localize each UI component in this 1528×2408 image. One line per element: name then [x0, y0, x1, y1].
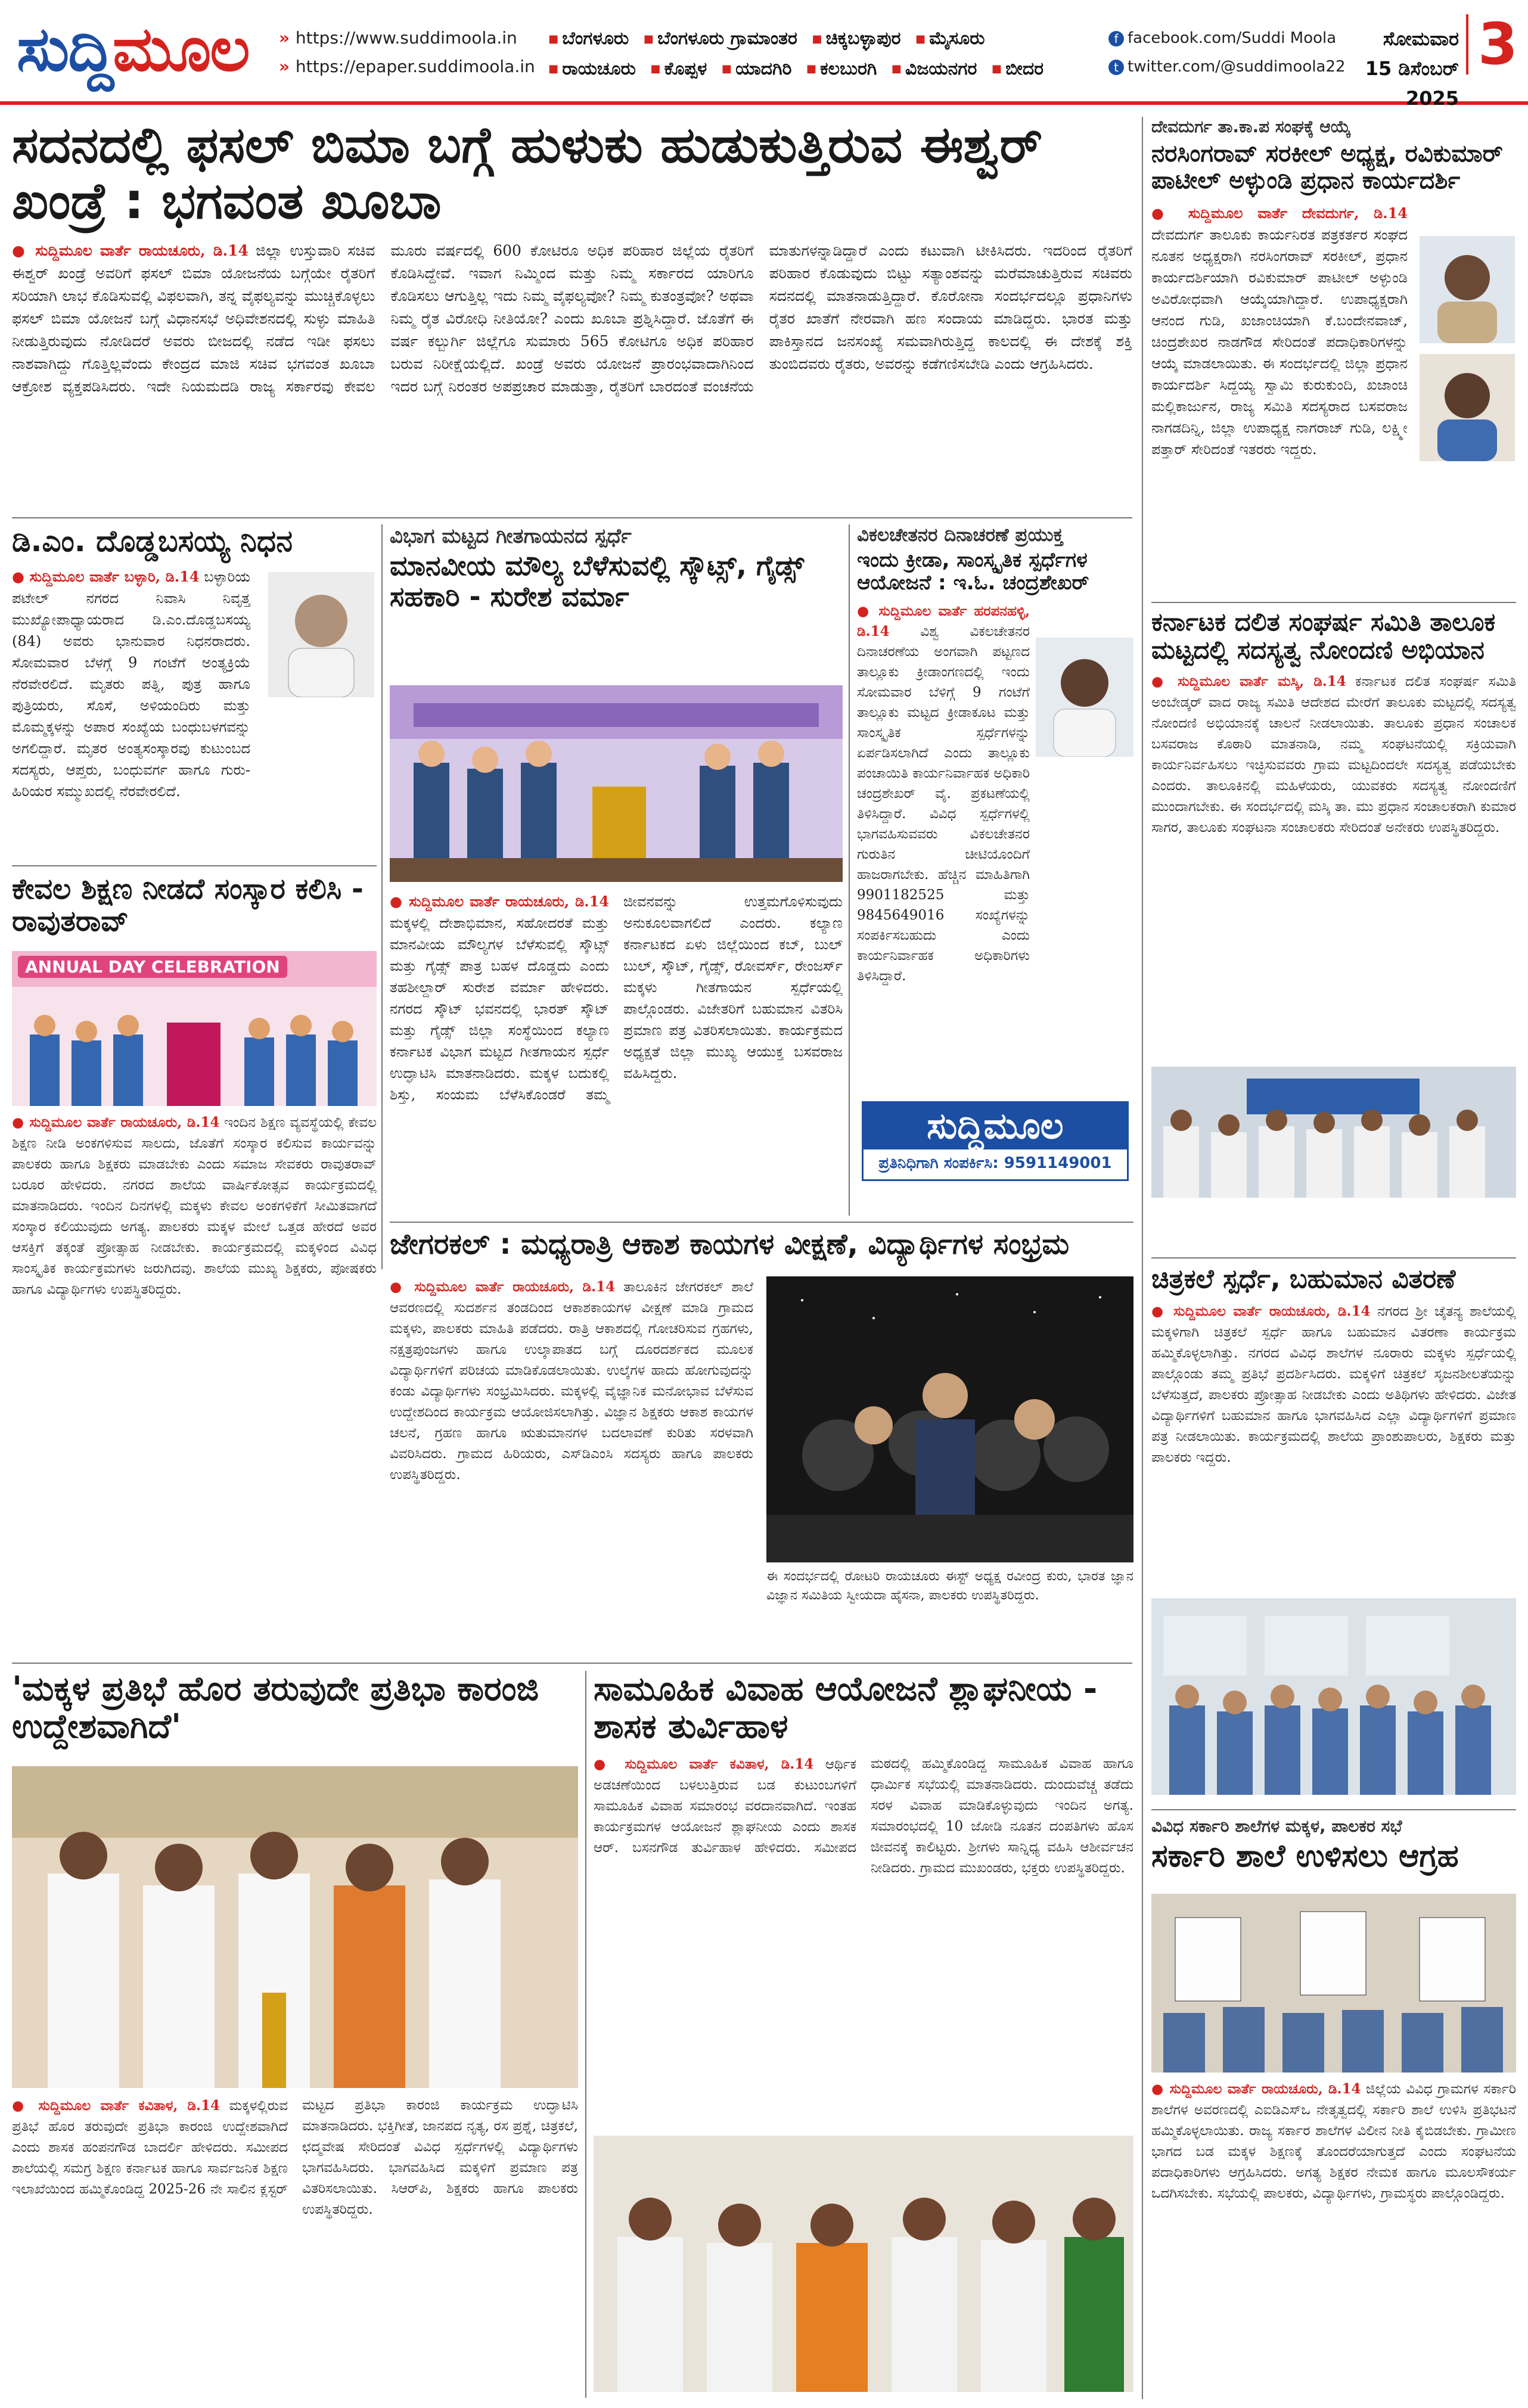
row-divider	[12, 517, 1132, 518]
astronomy-body-text: ತಾಲೂಕಿನ ಜೇಗರಕಲ್ ಶಾಲೆ ಆವರಣದಲ್ಲಿ ಸುದರ್ಶನ ತಂಡದಿಂದ ಆಕಾಶಕಾಯಗಳ ವೀಕ್ಷಣೆ ಮಾಡಿ ಗ್ರಾಮದ ಮಕ್ಕಳು, ಪಾಲಕರು ಮಾಹಿತಿ ಪಡೆದರು. ರಾತ್ರಿ ಆಕಾಶದಲ್ಲಿ ಗೋಚರಿಸುವ ಗ್ರಹಗಳು, ನಕ್ಷತ್ರಪುಂಜಗಳು ಹಾಗೂ ಉಲ್ಕಾಪಾತದ ಬಗ್ಗೆ ದೂರದರ್ಶಕದ ಮೂಲಕ ವಿದ್ಯಾರ್ಥಿಗಳಿಗೆ ಪರಿಚಯ ಮಾಡಿಕೊಡಲಾಯಿತು. ಉಲ್ಕೆಗಳ ಹಾದು ಹೋಗುವುದನ್ನು ಕಂಡು ವಿದ್ಯಾರ್ಥಿಗಳು ಸಂಭ್ರಮಿಸಿದರು. ಮಕ್ಕಳಲ್ಲಿ ವೈಜ್ಞಾನಿಕ ಮನೋಭಾವ ಬೆಳೆಸುವ ಉದ್ದೇಶದಿಂದ ಕಾರ್ಯಕ್ರಮ ಆಯೋಜಿಸಲಾಗಿತ್ತು. ವಿಜ್ಞಾನ ಶಿಕ್ಷಕರು ಆಕಾಶ ಕಾಯಗಳ ಚಲನೆ, ಗ್ರಹಣ ಹಾಗೂ ಋತುಮಾನಗಳ ಬದಲಾವಣೆ ಕುರಿತು ಸರಳವಾಗಿ ವಿವರಿಸಿದರು. ಗ್ರಾಮದ ಹಿರಿಯರು, ಎಸ್‌ಡಿಎಂಸಿ ಸದಸ್ಯರು ಹಾಗೂ ಪಾಲಕರು ಉಪಸ್ಥಿತರಿದ್ದರು.	[390, 1279, 753, 1483]
obituary-body-text: ಬಳ್ಳಾರಿಯ ಪಟೇಲ್ ನಗರದ ನಿವಾಸಿ ನಿವೃತ್ತ ಮುಖ್ಯೋಪಾಧ್ಯಾಯರಾದ ಡಿ.ಎಂ.ದೊಡ್ಡಬಸಯ್ಯ (84) ಅವರು ಭಾನುವಾರ ನಿಧನರಾದರು. ಸೋಮವಾರ ಬೆಳಗ್ಗೆ 9 ಗಂಟೆಗೆ ಅಂತ್ಯಕ್ರಿಯೆ ನೆರವೇರಲಿದೆ. ಮೃತರು ಪತ್ನಿ, ಪುತ್ರ ಹಾಗೂ ಪುತ್ರಿಯರು, ಸೊಸೆ, ಅಳಿಯಂದಿರು ಮತ್ತು ಮೊಮ್ಮಕ್ಕಳನ್ನು ಅಪಾರ ಸಂಖ್ಯೆಯ ಬಂಧುಬಳಗವನ್ನು ಅಗಲಿದ್ದಾರೆ. ಮೃತರ ಅಂತ್ಯಸಂಸ್ಕಾರವು ಕುಟುಂಬದ ಸದಸ್ಯರು, ಆಪ್ತರು, ಬಂಧುವರ್ಗ ಹಾಗೂ ಗುರು-ಹಿರಿಯರ ಸಮ್ಮುಖದಲ್ಲಿ ನೆರವೇರಲಿದೆ.	[12, 568, 250, 800]
astronomy-headline[interactable]: ಜೇಗರಕಲ್ : ಮಧ್ಯರಾತ್ರಿ ಆಕಾಶ ಕಾಯಗಳ ವೀಕ್ಷಣೆ, ವಿದ್ಯಾರ್ಥಿಗಳ ಸಂಭ್ರಮ	[390, 1229, 1070, 1261]
dalit-samiti-story	[1151, 608, 1516, 1204]
lead-body-text: ಜಿಲ್ಲಾ ಉಸ್ತುವಾರಿ ಸಚಿವ ಈಶ್ವರ್ ಖಂಡ್ರೆ ಅವರಿಗೆ ಫಸಲ್ ಬಿಮಾ ಯೋಜನೆಯ ಬಗ್ಗೆಯೇ ರೈತರಿಗೆ ಸರಿಯಾಗಿ ಲಾಭ ಕೊಡಿಸುವಲ್ಲಿ ವಿಫಲವಾಗಿ, ತನ್ನ ವೈಫಲ್ಯವನ್ನು ಮುಚ್ಚಿಕೊಳ್ಳಲು ಫಸಲ್ ಬಿಮಾ ಯೋಜನೆ ಬಗ್ಗೆ ವಿಧಾನಸಭೆ ಅಧಿವೇಶನದಲ್ಲಿ ಸುಳ್ಳು ಮಾಹಿತಿ ನೀಡುತ್ತಿರುವುದು ನೋಡಿದರೆ ಅವರು ಬೀಜದಲ್ಲಿ ನಡೆದ ಇಡೀ ಫಸಲು ನಾಶವಾಗಿದ್ದು ಗೊತ್ತಿಲ್ಲವೆಂದು ಕೇಂದ್ರದ ಮಾಜಿ ಸಚಿವ ಭಗವಂತ ಖೂಬಾ ಆಕ್ರೋಶ ವ್ಯಕ್ತಪಡಿಸಿದರು. ಇದೇ ನಿಯಮದಡಿ ರಾಜ್ಯ ಸರ್ಕಾರವು ಕೇವಲ ಮೂರು ವರ್ಷದಲ್ಲಿ 600 ಕೋಟಿರೂ ಅಧಿಕ ಪರಿಹಾರ ಜಿಲ್ಲೆಯ ರೈತರಿಗೆ ಕೊಡಿಸಿದ್ದೇವೆ. ಇವಾಗ ನಿಮ್ಮಿಂದ ಮತ್ತು ನಿಮ್ಮ ಸರ್ಕಾರದ ಯಾರಿಗೂ ಕೊಡಿಸಲು ಆಗುತ್ತಿಲ್ಲ ಇದು ನಿಮ್ಮ ವೈಫಲ್ಯವೋ? ನಿಮ್ಮ ಕುತಂತ್ರವೋ? ಅಥವಾ ನಿಮ್ಮ ರೈತ ವಿರೋಧಿ ನೀತಿಯೋ? ಎಂದು ಖೂಬಾ ಪ್ರಶ್ನಿಸಿದ್ದಾರೆ. ಜೊತೆಗೆ ಈ ವರ್ಷ ಕಲ್ಬುರ್ಗಿ ಜಿಲ್ಲೆಗೂ ಸುಮಾರು 565 ಕೋಟಿಗೂ ಅಧಿಕ ಪರಿಹಾರ ಬರುವ ನಿರೀಕ್ಷೆಯಲ್ಲಿದೆ. ಖಂಡ್ರೆ ಅವರು ಯೋಜನೆ ಪ್ರಾರಂಭವಾದಾಗಿನಿಂದ ಇದರ ಬಗ್ಗೆ ನಿರಂತರ ಅಪಪ್ರಚಾರ ಮಾಡುತ್ತಾ, ರೈತರಿಗೆ ಬಾರದಂತೆ ವಂಚನೆಯ ಮಾತುಗಳನ್ನಾಡಿದ್ದಾರೆ ಎಂದು ಕಟುವಾಗಿ ಟೀಕಿಸಿದರು. ಇದರಿಂದ ರೈತರಿಗೆ ಪರಿಹಾರ ಕೊಡುವುದು ಬಿಟ್ಟು ಸತ್ಯಾಂಶವನ್ನು ಮರೆಮಾಚುತ್ತಿರುವ ಸಚಿವರು ಸದನದಲ್ಲಿ ಮಾತನಾಡುತ್ತಿದ್ದಾರೆ. ಕೊರೋನಾ ಸಂದರ್ಭದಲ್ಲೂ ಪ್ರಧಾನಿಗಳು ರೈತರ ಖಾತೆಗೆ ನೇರವಾಗಿ ಹಣ ಸಂದಾಯ ಮಾಡಿದ್ದರು. ಭಾರತ ಮತ್ತು ಪಾಕಿಸ್ತಾನದ ಜನಸಂಖ್ಯೆ ಸಮವಾಗಿರುತ್ತಿದ್ದ ಕಾಲದಲ್ಲಿ ಈ ದೇಶಕ್ಕೆ ಶಕ್ತಿ ತುಂಬಿದವರು ರೈತರು, ಅವರನ್ನು ಕಡೆಗಣಿಸಬೇಡಿ ಎಂದು ಆಗ್ರಹಿಸಿದರು.	[12, 242, 1132, 396]
row-divider	[1151, 602, 1516, 603]
govt-school-body	[1151, 2078, 1516, 2394]
epaper-link[interactable]: » https://epaper.suddimoola.in	[279, 52, 535, 81]
twitter-icon: t	[1108, 60, 1124, 75]
representative-ad[interactable]	[862, 1101, 1129, 1181]
ad-contact-line: ಪ್ರತಿನಿಧಿಗಾಗಿ ಸಂಪರ್ಕಿಸಿ: 9591149001	[878, 1154, 1112, 1172]
astronomy-night-photo	[766, 1276, 1133, 1562]
column-divider	[381, 524, 383, 1269]
twitter-link[interactable]: t twitter.com/@suddimoola22	[1108, 52, 1346, 81]
pratibha-body	[12, 2095, 578, 2393]
edition-item[interactable]: ■ ಕಲಬುರಗಿ	[806, 58, 877, 79]
column-divider	[585, 1671, 586, 2398]
website-links	[279, 24, 535, 81]
disability-body-text: ವಿಶ್ವ ವಿಕಲಚೇತನರ ದಿನಾಚರಣೆಯ ಅಂಗವಾಗಿ ಪಟ್ಟಣದ ತಾಲ್ಲೂಕು ಕ್ರೀಡಾಂಗಣದಲ್ಲಿ ಇಂದು ಸೋಮವಾರ ಬೆಳಿಗ್ಗೆ 9 ಗಂಟೆಗೆ ತಾಲ್ಲೂಕು ಮಟ್ಟದ ಕ್ರೀಡಾಕೂಟ ಮತ್ತು ಸಾಂಸ್ಕೃತಿಕ ಸ್ಪರ್ಧೆಗಳನ್ನು ಏರ್ಪಡಿಸಲಾಗಿದೆ ಎಂದು ತಾಲ್ಲೂಕು ಪಂಚಾಯಿತಿ ಕಾರ್ಯನಿರ್ವಾಹಕ ಅಧಿಕಾರಿ ಚಂದ್ರಶೇಖರ್ ವೈ. ಪ್ರಕಟಣೆಯಲ್ಲಿ ತಿಳಿಸಿದ್ದಾರೆ. ವಿವಿಧ ಸ್ಪರ್ಧೆಗಳಲ್ಲಿ ಭಾಗವಹಿಸುವವರು ವಿಕಲಚೇತನರ ಗುರುತಿನ ಚೀಟಿಯೊಂದಿಗೆ ಹಾಜರಾಗಬೇಕು. ಹೆಚ್ಚಿನ ಮಾಹಿತಿಗಾಗಿ 9901182525 ಮತ್ತು 9845649016 ಸಂಖ್ಯೆಗಳನ್ನು ಸಂಪರ್ಕಿಸಬಹುದು ಎಂದು ಕಾರ್ಯನಿರ್ವಾಹಕ ಅಧಿಕಾರಿಗಳು ತಿಳಿಸಿದ್ದಾರೆ.	[857, 624, 1030, 984]
astronomy-caption: ಈ ಸಂದರ್ಭದಲ್ಲಿ ರೋಟರಿ ರಾಯಚೂರು ಈಸ್ಟ್ ಅಧ್ಯಕ್ಷ ರವೀಂದ್ರ ಕುರು, ಭಾರತ ಜ್ಞಾನ ವಿಜ್ಞಾನ ಸಮಿತಿಯ ಸ್ವೀಯದಾ ಹೈಸನಾ, ಪಾಲಕರು ಉಪಸ್ಥಿತರಿದ್ದರು.	[766, 1569, 1133, 1603]
pratibha-karanji-story	[12, 1671, 578, 2398]
gita-body	[390, 891, 843, 1213]
press-kicker: ದೇವದುರ್ಗ ತಾ.ಕಾ.ಪ ಸಂಘಕ್ಕೆ ಆಯ್ಕೆ	[1151, 117, 1351, 136]
disability-day-story	[857, 524, 1133, 1096]
dalit-headline[interactable]: ಕರ್ನಾಟಕ ದಲಿತ ಸಂಘರ್ಷ ಸಮಿತಿ ತಾಲೂಕ ಮಟ್ಟದಲ್ಲಿ ಸದಸ್ಯತ್ವ ನೋಂದಣಿ ಅಭಿಯಾನ	[1151, 608, 1496, 665]
marriage-body	[594, 1754, 1133, 2123]
edition-item[interactable]: ■ ಬೀದರ	[992, 58, 1043, 79]
row-divider	[1151, 1257, 1516, 1259]
edition-item[interactable]: ■ ಬೆಂಗಳೂರು	[548, 28, 629, 49]
press-association-story	[1151, 117, 1516, 594]
annual-day-banner: ANNUAL DAY CELEBRATION	[18, 956, 287, 978]
press-body	[1151, 203, 1408, 460]
issue-date-text: 15 ಡಿಸೆಂಬರ್ 2025	[1365, 57, 1459, 110]
govt-school-kicker: ವಿವಿಧ ಸರ್ಕಾರಿ ಶಾಲೆಗಳ ಮಕ್ಕಳ, ಪಾಲಕರ ಸಭೆ	[1151, 1816, 1402, 1836]
gita-body-text: ಮಕ್ಕಳಲ್ಲಿ ದೇಶಾಭಿಮಾನ, ಸಹೋದರತೆ ಮತ್ತು ಮಾನವೀಯ ಮೌಲ್ಯಗಳ ಬೆಳೆಸುವಲ್ಲಿ ಸ್ಕೌಟ್ಸ್ ಮತ್ತು ಗೈಡ್ಸ್ ಪಾತ್ರ ಬಹಳ ದೊಡ್ಡದು ಎಂದು ತಹಶೀಲ್ದಾರ್ ಸುರೇಶ ವರ್ಮಾ ಹೇಳಿದರು. ನಗರದ ಸ್ಕೌಟ್ ಭವನದಲ್ಲಿ ಭಾರತ್ ಸ್ಕೌಟ್ ಮತ್ತು ಗೈಡ್ಸ್ ಜಿಲ್ಲಾ ಸಂಸ್ಥೆಯಿಂದ ಕಲ್ಯಾಣ ಕರ್ನಾಟಕ ವಿಭಾಗ ಮಟ್ಟದ ಗೀತಗಾಯನ ಸ್ಪರ್ಧೆ ಉದ್ಘಾಟಿಸಿ ಮಾತನಾಡಿದರು. ಮಕ್ಕಳ ಬದುಕಲ್ಲಿ ಶಿಸ್ತು, ಸಂಯಮ ಬೆಳೆಸಿಕೊಂಡರೆ ತಮ್ಮ ಜೀವನವನ್ನು ಉತ್ತಮಗೊಳಿಸುವುದು ಅನುಕೂಲವಾಗಲಿದೆ ಎಂದರು. ಕಲ್ಯಾಣ ಕರ್ನಾಟಕದ ಏಳು ಜಿಲ್ಲೆಯಿಂದ ಕಬ್, ಬುಲ್ ಬುಲ್, ಸ್ಕೌಟ್, ಗೈಡ್ಸ್, ರೋವರ್ಸ್, ರೇಂಜರ್ಸ್ ಮಕ್ಕಳು ಗೀತಗಾಯನ ಸ್ಪರ್ಧೆಯಲ್ಲಿ ಪಾಲ್ಗೊಂಡರು. ವಿಜೇತರಿಗೆ ಬಹುಮಾನ ವಿತರಿಸಿ ಪ್ರಮಾಣ ಪತ್ರ ವಿತರಿಸಲಾಯಿತು. ಕಾರ್ಯಕ್ರಮದ ಅಧ್ಯಕ್ಷತೆ ಜಿಲ್ಲಾ ಮುಖ್ಯ ಆಯುಕ್ತ ಬಸವರಾಜ ವಹಿಸಿದ್ದರು.	[390, 893, 843, 1103]
dalit-body	[1151, 671, 1516, 1005]
disability-kicker: ವಿಕಲಚೇತನರ ದಿನಾಚರಣೆ ಪ್ರಯುಕ್ತ	[857, 524, 1064, 546]
pratibha-body-text: ಮಕ್ಕಳಲ್ಲಿರುವ ಪ್ರತಿಭೆ ಹೊರ ತರುವುದೇ ಪ್ರತಿಭಾ ಕಾರಂಜಿ ಉದ್ದೇಶವಾಗಿದೆ ಎಂದು ಶಾಸಕ ಹಂಪನಗೌಡ ಬಾದರ್ಲಿ ಹೇಳಿದರು. ಸಮೀಪದ ಶಾಲೆಯಲ್ಲಿ ಸಮಗ್ರ ಶಿಕ್ಷಣ ಕರ್ನಾಟಕ ಹಾಗೂ ಸಾರ್ವಜನಿಕ ಶಿಕ್ಷಣ ಇಲಾಖೆಯಿಂದ ಹಮ್ಮಿಕೊಂಡಿದ್ದ 2025-26 ನೇ ಸಾಲಿನ ಕ್ಲಸ್ಟರ್ ಮಟ್ಟದ ಪ್ರತಿಭಾ ಕಾರಂಜಿ ಕಾರ್ಯಕ್ರಮ ಉದ್ಘಾಟಿಸಿ ಮಾತನಾಡಿದರು. ಭಕ್ತಿಗೀತೆ, ಜಾನಪದ ನೃತ್ಯ, ರಸ ಪ್ರಶ್ನೆ, ಚಿತ್ರಕಲೆ, ಛದ್ಮವೇಷ ಸೇರಿದಂತೆ ವಿವಿಧ ಸ್ಪರ್ಧೆಗಳಲ್ಲಿ ವಿದ್ಯಾರ್ಥಿಗಳು ಭಾಗವಹಿಸಿದರು. ಭಾಗವಹಿಸಿದ ಮಕ್ಕಳಿಗೆ ಪ್ರಮಾಣ ಪತ್ರ ವಿತರಿಸಲಾಯಿತು. ಸಿಆರ್‌ಪಿ, ಶಿಕ್ಷಕರು ಹಾಗೂ ಪಾಲಕರು ಉಪಸ್ಥಿತರಿದ್ದರು.	[12, 2098, 578, 2217]
ad-logo: ಸುದ್ದಿಮೂಲ	[864, 1103, 1127, 1149]
annual-day-body-text: ಇಂದಿನ ಶಿಕ್ಷಣ ವ್ಯವಸ್ಥೆಯಲ್ಲಿ ಕೇವಲ ಶಿಕ್ಷಣ ನೀಡಿ ಅಂಕಗಳಿಸುವ ಸಾಲದು, ಜೊತೆಗೆ ಸಂಸ್ಕಾರ ಕಲಿಸುವ ಕಾರ್ಯವನ್ನು ಪಾಲಕರು ಹಾಗೂ ಶಿಕ್ಷಕರು ಮಾಡಬೇಕು ಎಂದು ಸಮಾಜ ಸೇವಕರು ರಾವುತರಾವ್ ಬರೂರ ಹೇಳಿದರು. ನಗರದ ಶಾಲೆಯ ವಾರ್ಷಿಕೋತ್ಸವ ಕಾರ್ಯಕ್ರಮದಲ್ಲಿ ಮಾತನಾಡಿದರು. ಇಂದಿನ ದಿನಗಳಲ್ಲಿ ಮಕ್ಕಳು ಕೇವಲ ಅಂಕಗಳಿಕೆಗೆ ಸೀಮಿತವಾಗದೆ ಸಂಸ್ಕಾರ ಕಲಿಯುವುದು ಅಗತ್ಯ. ಪಾಲಕರು ಮಕ್ಕಳ ಮೇಲೆ ಒತ್ತಡ ಹೇರದೆ ಅವರ ಆಸಕ್ತಿಗೆ ತಕ್ಕಂತೆ ಪ್ರೋತ್ಸಾಹ ನೀಡಬೇಕು. ಕಾರ್ಯಕ್ರಮದಲ್ಲಿ ಮಕ್ಕಳಿಂದ ವಿವಿಧ ಸಾಂಸ್ಕೃತಿಕ ಕಾರ್ಯಕ್ರಮಗಳು ಜರುಗಿದವು. ಶಾಲೆಯ ಮುಖ್ಯ ಶಿಕ್ಷಕರು, ಪೋಷಕರು ಹಾಗೂ ವಿದ್ಯಾರ್ಥಿಗಳು ಉಪಸ್ಥಿತರಿದ್ದರು.	[12, 1115, 377, 1297]
drawing-competition-story	[1151, 1264, 1516, 1801]
lead-story	[12, 117, 1132, 510]
govt-school-dateline: ● ಸುದ್ದಿಮೂಲ ವಾರ್ತೆ ರಾಯಚೂರು, ಡಿ.14	[1151, 2081, 1361, 2097]
mass-marriage-story	[594, 1671, 1133, 2398]
edition-item[interactable]: ■ ಮೈಸೂರು	[915, 28, 985, 49]
row-divider	[12, 865, 377, 866]
dalit-dateline: ● ಸುದ್ದಿಮೂಲ ವಾರ್ತೆ ಮಸ್ಕಿ, ಡಿ.14	[1151, 673, 1346, 689]
website-link[interactable]: » https://www.suddimoola.in	[279, 24, 535, 52]
issue-date	[1340, 24, 1459, 113]
govt-school-protest-photo	[1151, 1894, 1516, 2073]
gita-event-photo	[390, 685, 843, 882]
annual-day-body	[12, 1112, 377, 1642]
marriage-body-text: ಆರ್ಥಿಕ ಅಡಚಣೆಯಿಂದ ಬಳಲುತ್ತಿರುವ ಬಡ ಕುಟುಂಬಗಳಿಗೆ ಸಾಮೂಹಿಕ ವಿವಾಹ ಸಮಾರಂಭ ವರದಾನವಾಗಿದೆ. ಇಂತಹ ಕಾರ್ಯಕ್ರಮಗಳ ಆಯೋಜನೆ ಶ್ಲಾಘನೀಯ ಎಂದು ಶಾಸಕ ಆರ್. ಬಸನಗೌಡ ತುರ್ವಿಹಾಳ ಹೇಳಿದರು. ಸಮೀಪದ ಮಠದಲ್ಲಿ ಹಮ್ಮಿಕೊಂಡಿದ್ದ ಸಾಮೂಹಿಕ ವಿವಾಹ ಹಾಗೂ ಧಾರ್ಮಿಕ ಸಭೆಯಲ್ಲಿ ಮಾತನಾಡಿದರು. ದುಂದುವೆಚ್ಚ ತಡೆದು ಸರಳ ವಿವಾಹ ಮಾಡಿಕೊಳ್ಳುವುದು ಇಂದಿನ ಅಗತ್ಯ. ಸಮಾರಂಭದಲ್ಲಿ 10 ಜೋಡಿ ನೂತನ ದಂಪತಿಗಳು ಹೊಸ ಜೀವನಕ್ಕೆ ಕಾಲಿಟ್ಟರು. ಶ್ರೀಗಳು ಸಾನ್ನಿಧ್ಯ ವಹಿಸಿ ಆಶೀರ್ವಚನ ನೀಡಿದರು. ಗ್ರಾಮದ ಮುಖಂಡರು, ಭಕ್ತರು ಉಪಸ್ಥಿತರಿದ್ದರು.	[594, 1756, 1133, 1876]
dalit-body-text: ಕರ್ನಾಟಕ ದಲಿತ ಸಂಘರ್ಷ ಸಮಿತಿ ಅಂಬೇಡ್ಕರ್ ವಾದ ರಾಜ್ಯ ಸಮಿತಿ ಆದೇಶದ ಮೇರೆಗೆ ತಾಲೂಕು ಮಟ್ಟದಲ್ಲಿ ಸದಸ್ಯತ್ವ ನೋಂದಣಿ ಅಭಿಯಾನಕ್ಕೆ ಚಾಲನೆ ನೀಡಲಾಯಿತು. ತಾಲೂಕು ಪ್ರಧಾನ ಸಂಚಾಲಕ ಬಸವರಾಜ ಕೊಠಾರಿ ಮಾತನಾಡಿ, ನಮ್ಮ ಸಂಘಟನೆಯಲ್ಲಿ ಸಕ್ರಿಯವಾಗಿ ಕಾರ್ಯನಿರ್ವಹಿಸಲು ಇಚ್ಛಿಸುವವರು ಗ್ರಾಮ ಮಟ್ಟದಿಂದಲೇ ಸದಸ್ಯತ್ವ ಪಡೆಯಬೇಕು ಎಂದರು. ತಾಲೂಕಿನಲ್ಲಿ ಮಹಿಳೆಯರು, ಯುವಕರು ಸದಸ್ಯತ್ವ ನೋಂದಣಿಗೆ ಮುಂದಾಗಬೇಕು. ಈ ಸಂದರ್ಭದಲ್ಲಿ ಮಸ್ಕಿ ತಾ. ಮು ಪ್ರಧಾನ ಸಂಚಾಲಕರಾಗಿ ಕುಮಾರ ಸಾಗರ, ತಾಲೂಕು ಸಂಘಟನಾ ಸಂಚಾಲಕರು ಸೇರಿದಂತೆ ಅನೇಕರು ಉಪಸ್ಥಿತರಿದ್ದರು.	[1151, 674, 1516, 836]
marriage-dateline: ● ಸುದ್ದಿಮೂಲ ವಾರ್ತೆ ಕವಿತಾಳ, ಡಿ.14	[594, 1756, 813, 1772]
pratibha-event-photo	[12, 1766, 578, 2088]
edition-item[interactable]: ■ ಚಿಕ್ಕಬಳ್ಳಾಪುರ	[812, 28, 900, 49]
gita-dateline: ● ಸುದ್ದಿಮೂಲ ವಾರ್ತೆ ರಾಯಚೂರು, ಡಿ.14	[390, 893, 609, 910]
drawing-event-photo	[1151, 1598, 1516, 1795]
obituary-body	[12, 566, 250, 802]
gita-headline[interactable]: ಮಾನವೀಯ ಮೌಲ್ಯ ಬೆಳೆಸುವಲ್ಲಿ ಸ್ಕೌಟ್ಸ್, ಗೈಡ್ಸ್ ಸಹಕಾರಿ - ಸುರೇಶ ವರ್ಮಾ	[390, 549, 805, 613]
drawing-dateline: ● ಸುದ್ದಿಮೂಲ ವಾರ್ತೆ ರಾಯಚೂರು, ಡಿ.14	[1151, 1303, 1370, 1319]
disability-body	[857, 601, 1030, 986]
annual-day-headline[interactable]: ಕೇವಲ ಶಿಕ್ಷಣ ನೀಡದೆ ಸಂಸ್ಕಾರ ಕಲಿಸಿ - ರಾವುತರಾವ್	[12, 874, 364, 938]
govt-school-headline[interactable]: ಸರ್ಕಾರಿ ಶಾಲೆ ಉಳಿಸಲು ಆಗ್ರಹ	[1151, 1838, 1459, 1874]
obituary-story	[12, 524, 375, 858]
pratibha-headline[interactable]: 'ಮಕ್ಕಳ ಪ್ರತಿಭೆ ಹೊರ ತರುವುದೇ ಪ್ರತಿಭಾ ಕಾರಂಜಿ ಉದ್ದೇಶವಾಗಿದೆ'	[12, 1671, 539, 1746]
gita-story	[390, 524, 843, 1222]
press-body-text: ದೇವದುರ್ಗ ತಾಲೂಕು ಕಾರ್ಯನಿರತ ಪತ್ರಕರ್ತರ ಸಂಘದ ನೂತನ ಅಧ್ಯಕ್ಷರಾಗಿ ನರಸಿಂಗರಾವ್ ಸರಕೀಲ್, ಪ್ರಧಾನ ಕಾರ್ಯದರ್ಶಿಯಾಗಿ ರವಿಕುಮಾರ್ ಪಾಟೀಲ್ ಅಳ್ಳುಂಡಿ ಅವಿರೋಧವಾಗಿ ಆಯ್ಕೆಯಾಗಿದ್ದಾರೆ. ಉಪಾಧ್ಯಕ್ಷರಾಗಿ ಆನಂದ ಗುಡಿ, ಖಜಾಂಚಿಯಾಗಿ ಕೆ.ಬಂದೇನವಾಜ್, ಚಿಂದ್ರಶೇಖರ ನಾಡಗೌಡ ಸೇರಿದಂತೆ ಪದಾಧಿಕಾರಿಗಳನ್ನು ಆಯ್ಕೆ ಮಾಡಲಾಯಿತು. ಈ ಸಂದರ್ಭದಲ್ಲಿ ಜಿಲ್ಲಾ ಪ್ರಧಾನ ಕಾರ್ಯದರ್ಶಿ ಸಿದ್ದಯ್ಯ ಸ್ವಾಮಿ ಕುರುಕುಂದಿ, ಖಜಾಂಚಿ ಮಲ್ಲಿಕಾರ್ಜುನ, ರಾಜ್ಯ ಸಮಿತಿ ಸದಸ್ಯರಾದ ಬಸವರಾಜ ನಾಗಡದಿನ್ನಿ, ಜಿಲ್ಲಾ ಉಪಾಧ್ಯಕ್ಷ ನಾಗರಾಜ್ ಗುಡಿ, ಲಕ್ಷ್ಮೀ ಪತ್ತಾರ್ ಸೇರಿದಂತೆ ಇತರರು ಇದ್ದರು.	[1151, 226, 1408, 458]
masthead	[0, 0, 1528, 110]
edition-item[interactable]: ■ ವಿಜಯನಗರ	[892, 58, 977, 79]
drawing-headline[interactable]: ಚಿತ್ರಕಲೆ ಸ್ಪರ್ಧೆ, ಬಹುಮಾನ ವಿತರಣೆ	[1151, 1264, 1456, 1294]
annual-day-photo	[12, 951, 377, 1106]
row-divider	[12, 1663, 1132, 1664]
dalit-group-photo	[1151, 1067, 1516, 1198]
annual-day-dateline: ● ಸುದ್ದಿಮೂಲ ವಾರ್ತೆ ರಾಯಚೂರು, ಡಿ.14	[12, 1114, 219, 1130]
marriage-headline[interactable]: ಸಾಮೂಹಿಕ ವಿವಾಹ ಆಯೋಜನೆ ಶ್ಲಾಘನೀಯ - ಶಾಸಕ ತುರ್ವಿಹಾಳ	[594, 1671, 1098, 1746]
row-divider	[390, 1222, 1133, 1223]
astronomy-dateline: ● ಸುದ್ದಿಮೂಲ ವಾರ್ತೆ ರಾಯಚೂರು, ಡಿ.14	[390, 1279, 615, 1295]
astronomy-body	[390, 1276, 753, 1640]
govt-school-story	[1151, 1816, 1516, 2398]
facebook-icon: f	[1108, 31, 1124, 46]
social-links	[1108, 24, 1346, 81]
facebook-link[interactable]: f facebook.com/Suddi Moola	[1108, 24, 1346, 52]
lead-dateline: ● ಸುದ್ದಿಮೂಲ ವಾರ್ತೆ ರಾಯಚೂರು, ಡಿ.14	[12, 242, 249, 259]
obituary-dateline: ● ಸುದ್ದಿಮೂಲ ವಾರ್ತೆ ಬಳ್ಳಾರಿ, ಡಿ.14	[12, 568, 199, 585]
astronomy-story	[390, 1229, 1133, 1646]
edition-item[interactable]: ■ ರಾಯಚೂರು	[548, 58, 636, 79]
portrait-photo	[1420, 354, 1515, 461]
edition-item[interactable]: ■ ಯಾದಗಿರಿ	[722, 58, 792, 79]
gita-kicker: ವಿಭಾಗ ಮಟ್ಟದ ಗೀತಗಾಯನದ ಸ್ಪರ್ಧೆ	[390, 524, 632, 548]
portrait-photo	[1420, 236, 1515, 343]
obituary-headline[interactable]: ಡಿ.ಎಂ. ದೊಡ್ಡಬಸಯ್ಯ ನಿಧನ	[12, 524, 293, 558]
govt-school-body-text: ಜಿಲ್ಲೆಯ ವಿವಿಧ ಗ್ರಾಮಗಳ ಸರ್ಕಾರಿ ಶಾಲೆಗಳ ಅವರಣದಲ್ಲಿ ಎಐಡಿಎಸ್‌ಒ ನೇತೃತ್ವದಲ್ಲಿ ಸರ್ಕಾರಿ ಶಾಲೆ ಉಳಿಸಿ ಪ್ರತಿಭಟನೆ ಹಮ್ಮಿಕೊಳ್ಳಲಾಯಿತು. ರಾಜ್ಯ ಸರ್ಕಾರ ಶಾಲೆಗಳ ವಿಲೀನ ನೀತಿ ಕೈಬಿಡಬೇಕು. ಗ್ರಾಮೀಣ ಭಾಗದ ಬಡ ಮಕ್ಕಳ ಶಿಕ್ಷಣಕ್ಕೆ ತೊಂದರೆಯಾಗುತ್ತದೆ ಎಂದು ಸಂಘಟನೆಯ ಪದಾಧಿಕಾರಿಗಳು ಆಗ್ರಹಿಸಿದರು. ಅಗತ್ಯ ಶಿಕ್ಷಕರ ನೇಮಕ ಹಾಗೂ ಮೂಲಸೌಕರ್ಯ ಒದಗಿಸಬೇಕು. ಸಭೆಯಲ್ಲಿ ಪಾಲಕರು, ವಿದ್ಯಾರ್ಥಿಗಳು, ಗ್ರಾಮಸ್ಥರು ಪಾಲ್ಗೊಂಡಿದ್ದರು.	[1151, 2081, 1516, 2201]
press-dateline: ● ಸುದ್ದಿಮೂಲ ವಾರ್ತೆ ದೇವದುರ್ಗ, ಡಿ.14	[1151, 204, 1408, 222]
marriage-event-photo	[594, 2136, 1133, 2392]
obituary-photo	[268, 572, 374, 697]
drawing-body	[1151, 1301, 1516, 1581]
lead-headline[interactable]: ಸದನದಲ್ಲಿ ಫಸಲ್ ಬಿಮಾ ಬಗ್ಗೆ ಹುಳುಕು ಹುಡುಕುತ್ತಿರುವ ಈಶ್ವರ್ ಖಂಡ್ರೆ : ಭಗವಂತ ಖೂಬಾ	[12, 117, 1043, 231]
disability-dateline: ● ಸುದ್ದಿಮೂಲ ವಾರ್ತೆ ಹರಪನಹಳ್ಳಿ, ಡಿ.14	[857, 603, 1030, 639]
edition-nav	[548, 24, 1102, 84]
page-number: 3	[1466, 14, 1518, 74]
official-portrait-photo	[1036, 638, 1133, 757]
edition-item[interactable]: ■ ಬೆಂಗಳೂರು ಗ್ರಾಮಾಂತರ	[644, 28, 797, 49]
newspaper-logo[interactable]: ಸುದ್ದಿಮೂಲ	[17, 13, 249, 85]
issue-day: ಸೋಮವಾರ	[1383, 27, 1459, 50]
disability-headline[interactable]: ಇಂದು ಕ್ರೀಡಾ, ಸಾಂಸ್ಕೃತಿಕ ಸ್ಪರ್ಧೆಗಳ ಆಯೋಜನೆ : ಇ.ಓ. ಚಂದ್ರಶೇಖರ್	[857, 548, 1089, 595]
edition-item[interactable]: ■ ಕೊಪ್ಪಳ	[650, 58, 707, 79]
column-divider	[1142, 117, 1143, 2399]
row-divider	[1151, 1809, 1516, 1810]
annual-day-story	[12, 874, 377, 1648]
pratibha-dateline: ● ಸುದ್ದಿಮೂಲ ವಾರ್ತೆ ಕವಿತಾಳ, ಡಿ.14	[12, 2098, 220, 2114]
column-divider	[849, 524, 850, 1216]
lead-body	[12, 240, 1132, 484]
press-headline[interactable]: ನರಸಿಂಗರಾವ್ ಸರಕೀಲ್ ಅಧ್ಯಕ್ಷ, ರವಿಕುಮಾರ್ ಪಾಟೀಲ್ ಅಳ್ಳುಂಡಿ ಪ್ರಧಾನ ಕಾರ್ಯದರ್ಶಿ	[1151, 140, 1503, 194]
drawing-body-text: ನಗರದ ಶ್ರೀ ಚೈತನ್ಯ ಶಾಲೆಯಲ್ಲಿ ಮಕ್ಕಳಿಗಾಗಿ ಚಿತ್ರಕಲೆ ಸ್ಪರ್ಧೆ ಹಾಗೂ ಬಹುಮಾನ ವಿತರಣಾ ಕಾರ್ಯಕ್ರಮ ಹಮ್ಮಿಕೊಳ್ಳಲಾಗಿತ್ತು. ನಗರದ ವಿವಿಧ ಶಾಲೆಗಳ ನೂರಾರು ಮಕ್ಕಳು ಸ್ಪರ್ಧೆಯಲ್ಲಿ ಪಾಲ್ಗೊಂಡು ತಮ್ಮ ಪ್ರತಿಭೆ ಪ್ರದರ್ಶಿಸಿದರು. ಮಕ್ಕಳಿಗೆ ಚಿತ್ರಕಲೆ ಸೃಜನಶೀಲತೆಯನ್ನು ಬೆಳೆಸುತ್ತದೆ, ಪಾಲಕರು ಪ್ರೋತ್ಸಾಹ ನೀಡಬೇಕು ಎಂದು ಅತಿಥಿಗಳು ಹೇಳಿದರು. ವಿಜೇತ ವಿದ್ಯಾರ್ಥಿಗಳಿಗೆ ಬಹುಮಾನ ಹಾಗೂ ಭಾಗವಹಿಸಿದ ಎಲ್ಲಾ ವಿದ್ಯಾರ್ಥಿಗಳಿಗೆ ಪ್ರಮಾಣ ಪತ್ರ ನೀಡಲಾಯಿತು. ಕಾರ್ಯಕ್ರಮದಲ್ಲಿ ಶಾಲೆಯ ಪ್ರಾಂಶುಪಾಲರು, ಶಿಕ್ಷಕರು ಮತ್ತು ಪಾಲಕರು ಇದ್ದರು.	[1151, 1304, 1516, 1466]
